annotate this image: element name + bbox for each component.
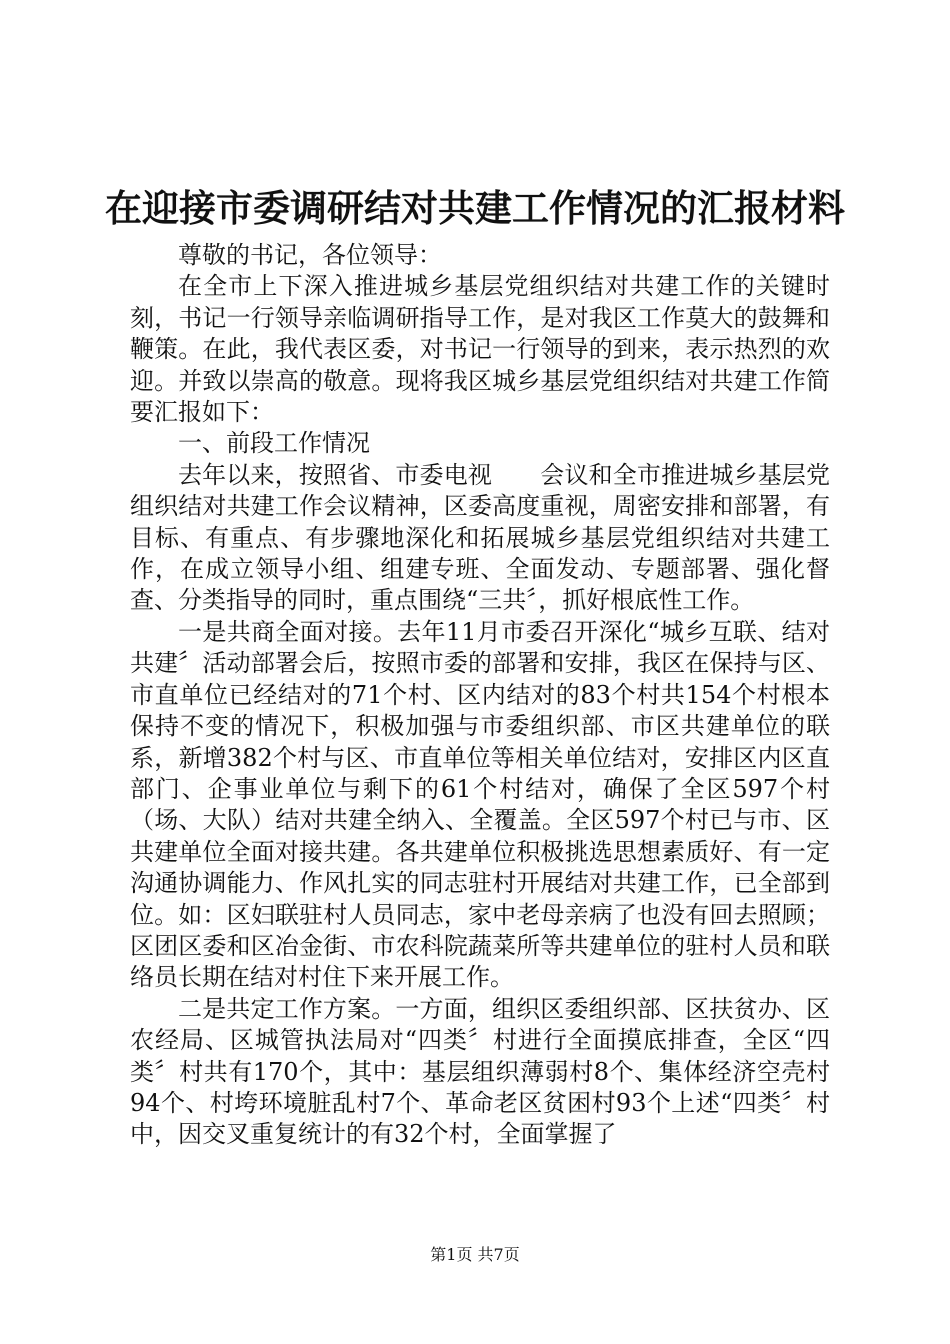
page-number-footer: 第1页 共7页 <box>430 1245 520 1264</box>
body-paragraph: 去年以来，按照省、市委电视 会议和全市推进城乡基层党组织结对共建工作会议精神，区委高度重视，周密安排和部署，有目标、有重点、有步骤地深化和拓展城乡基层党组织结对共建工作，在成立领导小组、组建专班、全面发动、专题部署、强化督查、分类指导的同时，重点围绕“三共〞，抓好根底性工作。 <box>130 460 830 615</box>
intro-paragraph: 在全市上下深入推进城乡基层党组织结对共建工作的关键时刻，书记一行领导亲临调研指导工作，是对我区工作莫大的鼓舞和鞭策。在此，我代表区委，对书记一行领导的到来，表示热烈的欢迎。并致以崇高的敬意。现将我区城乡基层党组织结对共建工作简要汇报如下： <box>130 272 830 427</box>
section-heading: 一、前段工作情况 <box>178 429 370 458</box>
body-paragraph: 一是共商全面对接。去年11月市委召开深化“城乡互联、结对共建〞活动部署会后，按照市委的部署和安排，我区在保持与区、市直单位已经结对的71个村、区内结对的83个村共154个村根本保持不变的情况下，积极加强与市委组织部、市区共建单位的联系，新增382个村与区、市直单位等相关单位结对，安排区内区直部门、企事业单位与剩下的61个村结对，确保了全区597个村（场、大队）结对共建全纳入、全覆盖。全区597个村已与市、区共建单位全面对接共建。各共建单位积极挑选思想素质好、有一定沟通协调能力、作风扎实的同志驻村开展结对共建工作，已全部到位。如：区妇联驻村人员同志，家中老母亲病了也没有回去照顾；区团区委和区冶金街、市农科院蔬菜所等共建单位的驻村人员和联络员长期在结对村住下来开展工作。 <box>130 617 830 992</box>
document-title: 在迎接市委调研结对共建工作情况的汇报材料 <box>105 186 845 230</box>
salutation-paragraph: 尊敬的书记，各位领导： <box>178 241 442 269</box>
document-body <box>130 240 830 1151</box>
body-paragraph: 二是共定工作方案。一方面，组织区委组织部、区扶贫办、区农经局、区城管执法局对“四类〞村进行全面摸底排查，全区“四类〞村共有170个，其中：基层组织薄弱村8个、集体经济空壳村94个、村垮环境脏乱村7个、革命老区贫困村93个上述“四类〞村中，因交叉重复统计的有32个村，全面掌握了 <box>130 994 830 1149</box>
